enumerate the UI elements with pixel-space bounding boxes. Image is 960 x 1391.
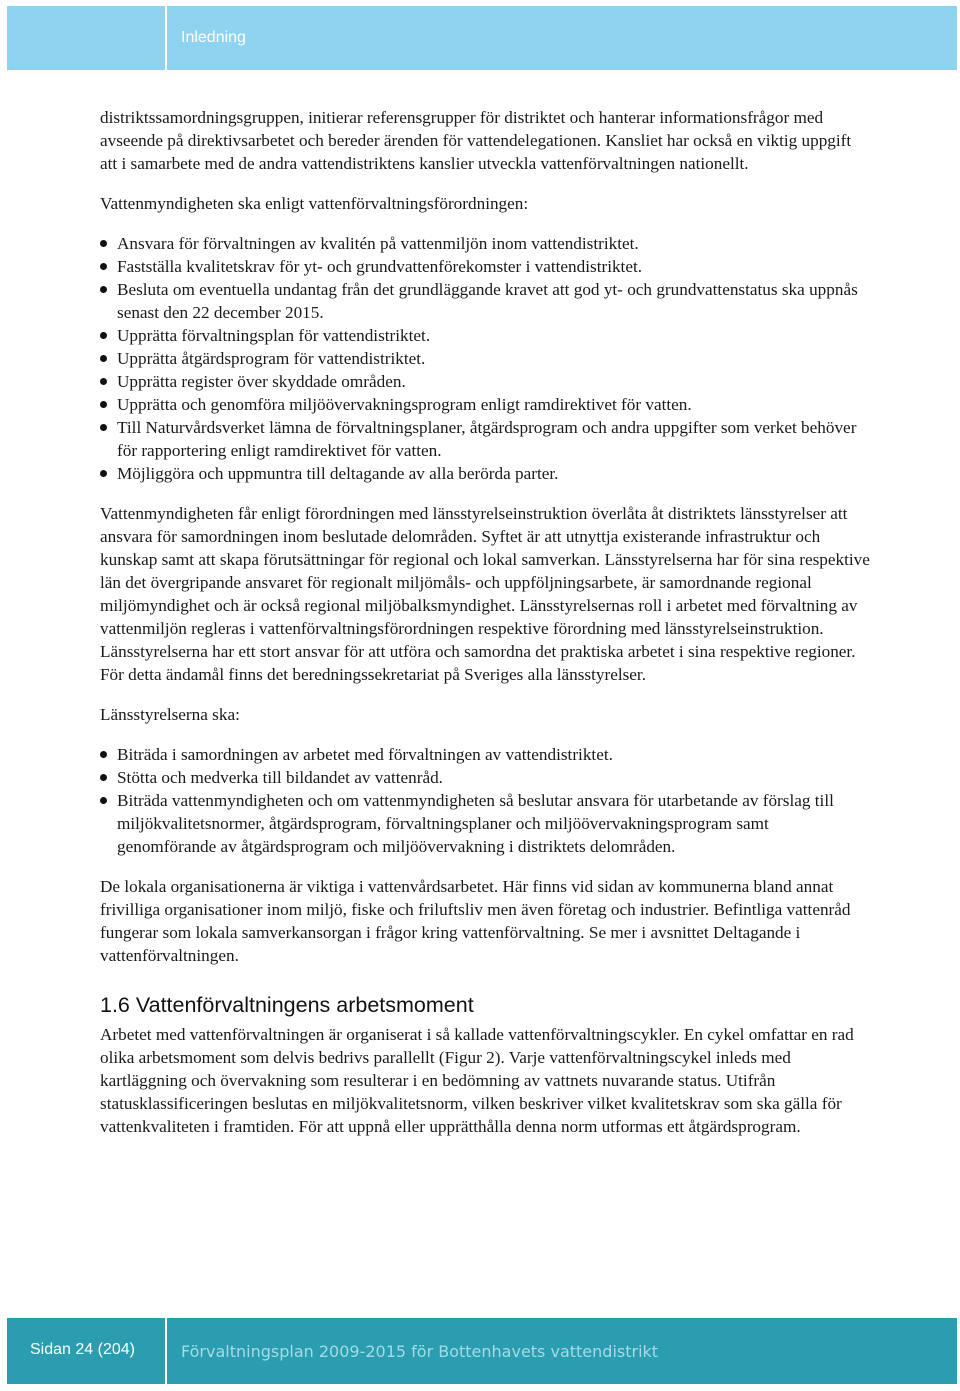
list-item: Stötta och medverka till bildandet av vattenråd.	[100, 766, 870, 789]
page-header	[7, 6, 957, 70]
paragraph-overlata: Vattenmyndigheten får enligt förordningen med länsstyrelseinstruktion överlåta åt distriktets länsstyrelser att ansvara för samordningen inom beslutade delområden. Syftet är att utnyttja existerande infrastruktur och kunskap samt att skapa förutsättningar för regional och lokal samverkan. Länsstyrelserna har för sina respektive län det övergripande ansvaret för regionalt miljömåls- och uppföljningsarbete, är samordnande regional miljömyndighet och är också regional miljöbalksmyndighet. Länsstyrelsernas roll i arbetet med förvaltning av vattenmiljön regleras i vattenförvaltningsförordningen respektive förordning med länsstyrelseinstruktion. Länsstyrelserna har ett stort ansvar för att utföra och samordna det praktiska arbetet i sina respektive regioner. För detta ändamål finns det beredningssekretariat på Sveriges alla länsstyrelser.	[100, 504, 870, 684]
list-item: Upprätta åtgärdsprogram för vattendistriktet.	[100, 347, 870, 370]
section-heading: 1.6 Vattenförvaltningens arbetsmoment	[100, 993, 474, 1017]
page-number: Sidan 24 (204)	[30, 1341, 135, 1358]
header-right-block	[167, 6, 957, 70]
list-item: Besluta om eventuella undantag från det grundläggande kravet att god yt- och grundvattenstatus ska uppnås senast den 22 december 2015.	[100, 278, 870, 324]
section-title: Inledning	[181, 29, 246, 46]
list-item: Biträda vattenmyndigheten och om vattenmyndigheten så beslutar ansvara för utarbetande av förslag till miljökvalitetsnormer, åtgärdsprogram, förvaltningsplaner och miljöövervakningsprogram samt genomförande av åtgärdsprogram och miljöövervakning i distriktets delområden.	[100, 789, 870, 858]
list-item: Fastställa kvalitetskrav för yt- och grundvattenförekomster i vattendistriktet.	[100, 255, 870, 278]
paragraph-intro: distriktssamordningsgruppen, initierar referensgrupper för distriktet och hanterar informationsfrågor med avseende på direktivsarbetet och bereder ärenden för vattendelegationen. Kansliet har också en viktig uppgift att i samarbete med de andra vattendistriktens kanslier utveckla vattenförvaltningen nationellt.	[100, 108, 852, 173]
bullet-list-vattenmyndigheten	[100, 232, 870, 485]
footer-document-block	[167, 1318, 957, 1384]
list-item: Ansvara för förvaltningen av kvalitén på vattenmiljön inom vattendistriktet.	[100, 232, 870, 255]
list-item: Biträda i samordningen av arbetet med förvaltningen av vattendistriktet.	[100, 743, 870, 766]
paragraph-lokala-organisationer: De lokala organisationerna är viktiga i vattenvårdsarbetet. Här finns vid sidan av kommunerna bland annat frivilliga organisationer inom miljö, fiske och friluftsliv men även företag och industrier. Befintliga vattenråd fungerar som lokala samverkansorgan i frågor kring vattenförvaltning. Se mer i avsnittet Deltagande i vattenförvaltningen.	[100, 877, 851, 965]
list-item: Upprätta och genomföra miljöövervakningsprogram enligt ramdirektivet för vatten.	[100, 393, 870, 416]
document-title: Förvaltningsplan 2009-2015 för Bottenhavets vattendistrikt	[181, 1342, 659, 1361]
list-item: Möjliggöra och uppmuntra till deltagande av alla berörda parter.	[100, 462, 870, 485]
list-item: Upprätta register över skyddade områden.	[100, 370, 870, 393]
list-item: Upprätta förvaltningsplan för vattendistriktet.	[100, 324, 870, 347]
bullet-list-lansstyrelserna	[100, 743, 870, 858]
footer-page-block	[7, 1318, 165, 1384]
paragraph-vattenmyndigheten-ska: Vattenmyndigheten ska enligt vattenförvaltningsförordningen:	[100, 194, 529, 213]
document-body	[100, 106, 870, 1138]
paragraph-arbetsmoment: Arbetet med vattenförvaltningen är organiserat i så kallade vattenförvaltningscykler. En cykel omfattar en rad olika arbetsmoment som delvis bedrivs parallellt (Figur 2). Varje vattenförvaltningscykel inleds med kartläggning och övervakning som resulterar i en bedömning av vattnets nuvarande status. Utifrån statusklassificeringen beslutas en miljökvalitetsnorm, vilken beskriver vilket kvalitetskrav som ska gälla för vattenkvaliteten i framtiden. För att uppnå eller upprätthålla denna norm utformas ett åtgärdsprogram.	[100, 1025, 854, 1136]
list-item: Till Naturvårdsverket lämna de förvaltningsplaner, åtgärdsprogram och andra uppgifter som verket behöver för rapportering enligt ramdirektivet för vatten.	[100, 416, 870, 462]
header-left-block	[7, 6, 165, 70]
paragraph-lansstyrelserna-ska: Länsstyrelserna ska:	[100, 705, 240, 724]
